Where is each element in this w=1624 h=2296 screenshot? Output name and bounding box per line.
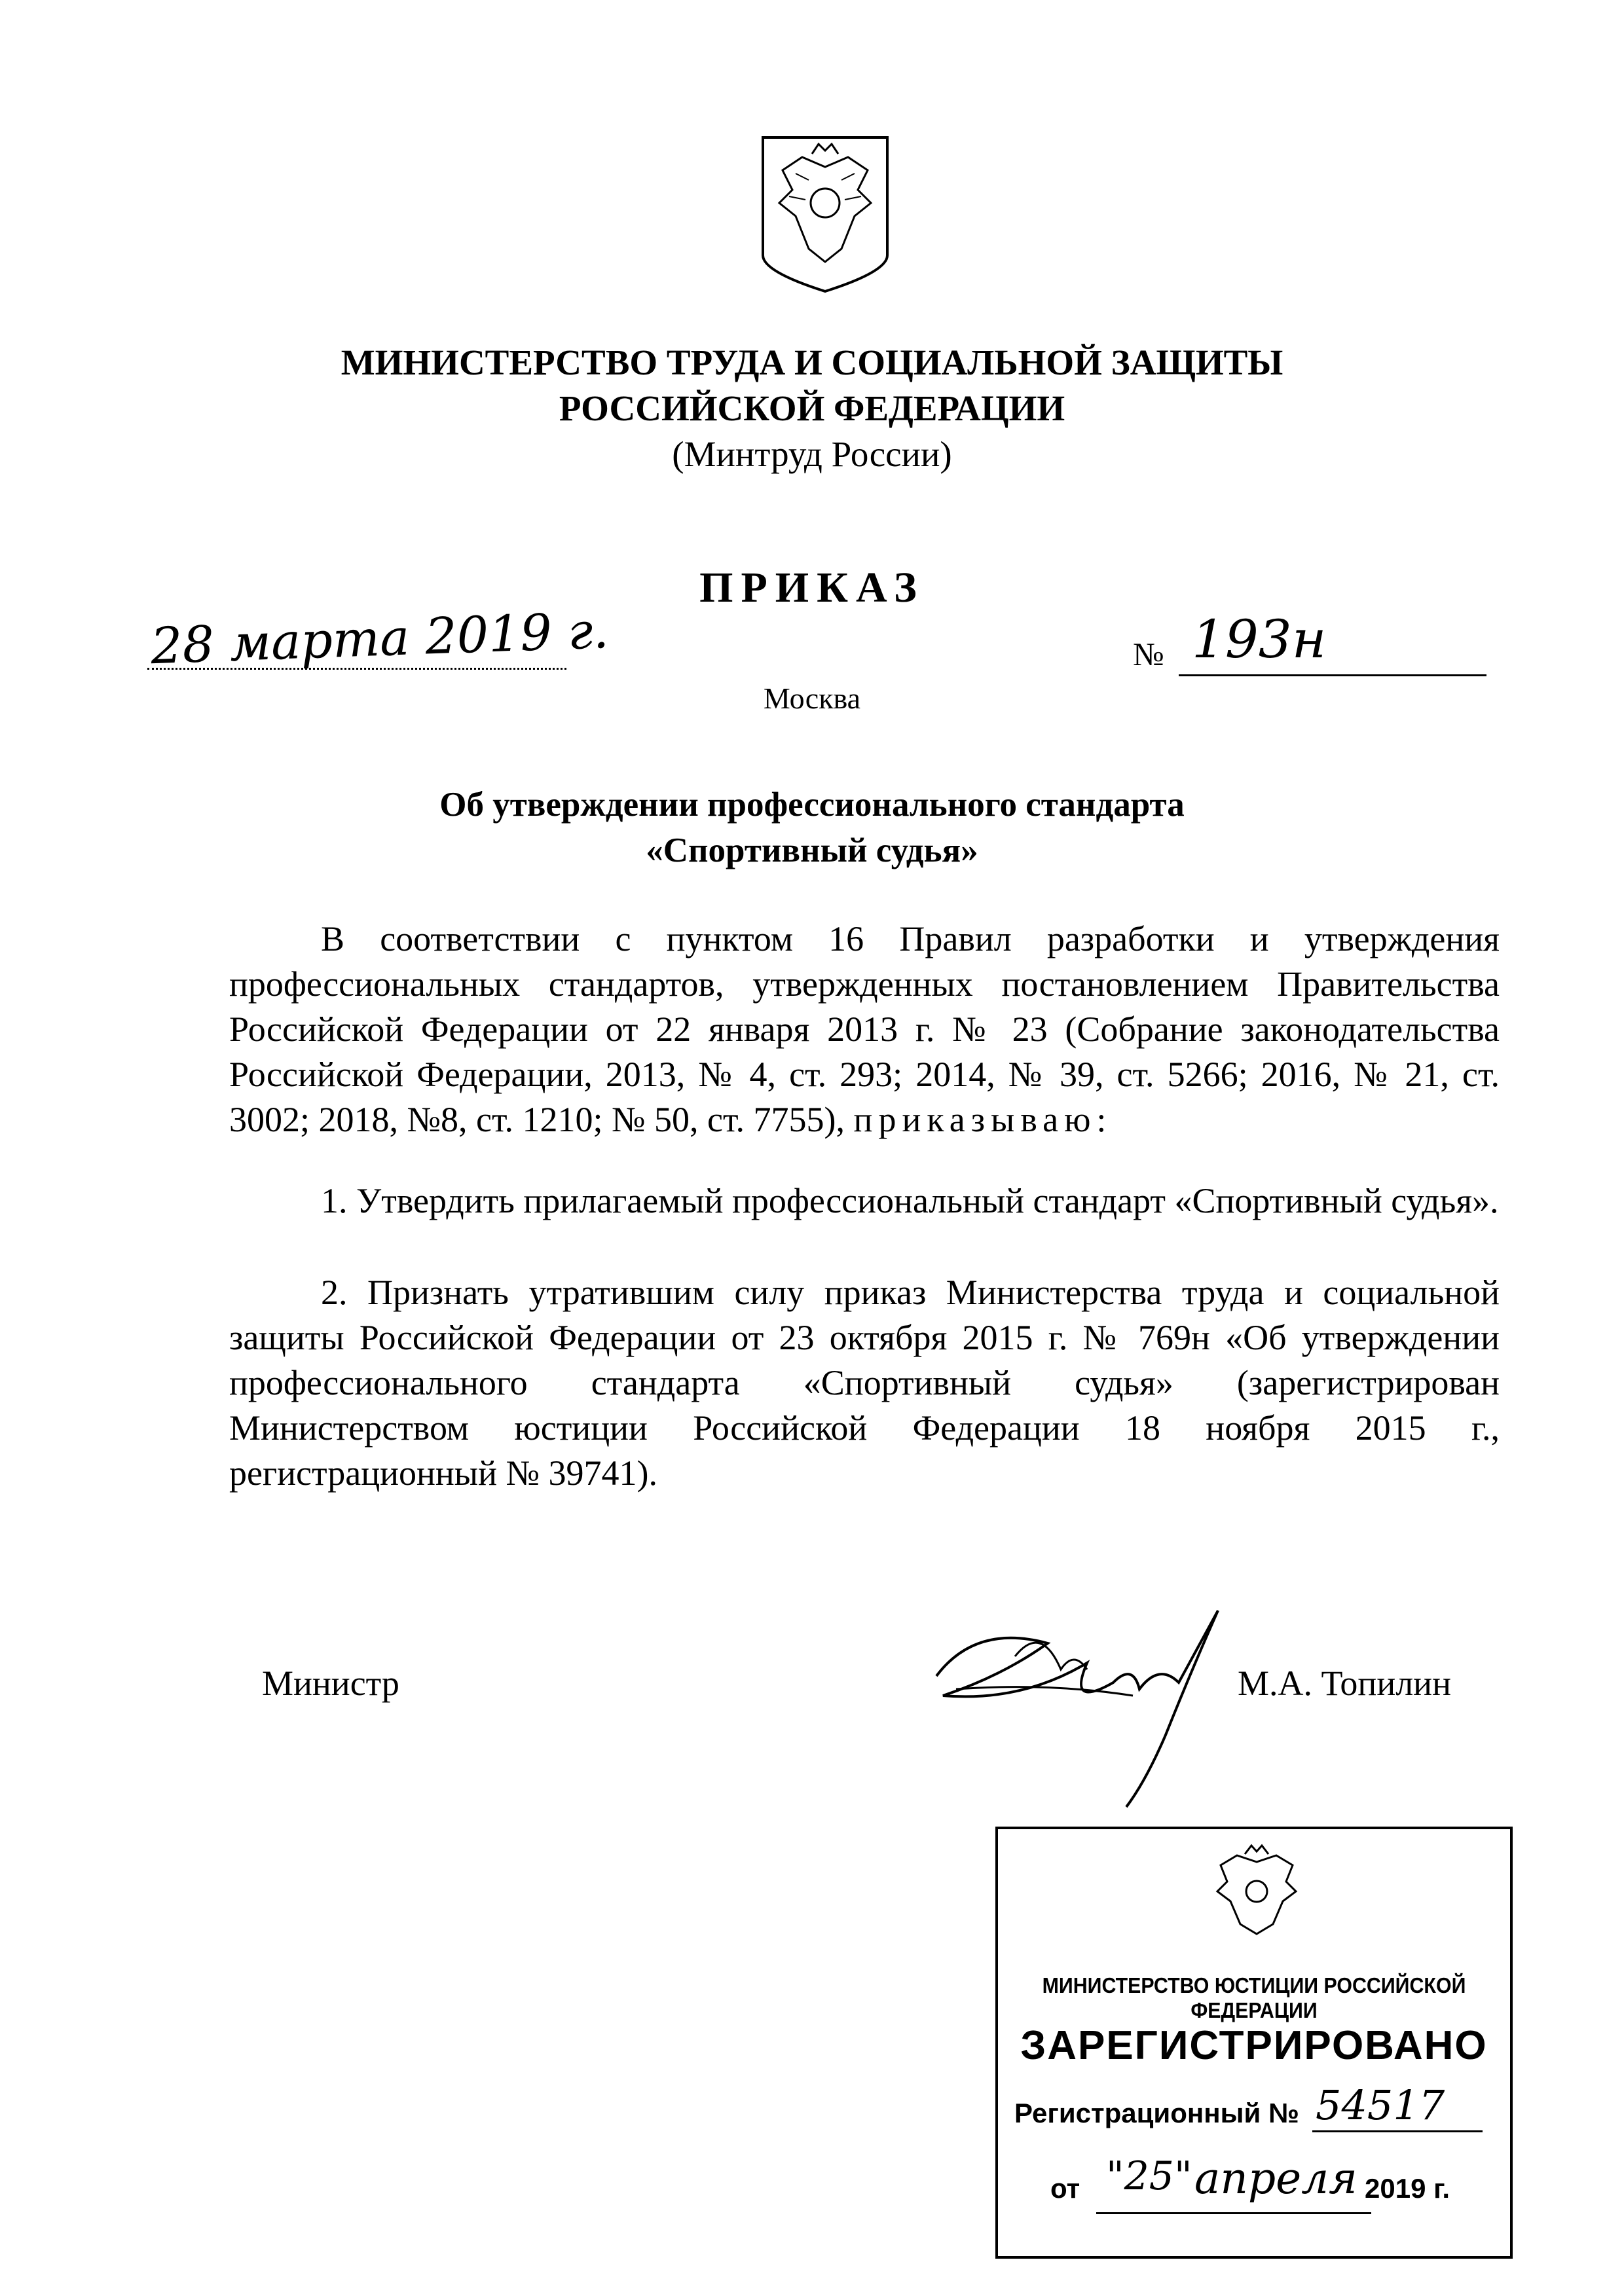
stamp-date-prefix: от (1050, 2173, 1080, 2204)
coat-of-arms-icon (756, 131, 894, 295)
reg-number-underline (1312, 2130, 1483, 2132)
handwritten-signature-icon (917, 1584, 1270, 1820)
subject-line2: «Спортивный судья» (646, 831, 978, 869)
item-2: 2. Признать утратившим силу приказ Министерства труда и социальной защиты Российской Федерации от 23 октября 2015 г. № 769н «Об утверждении профессионального стандарта «Спортивный судья» (зарегистрирован Министерством юстиции Российской Федерации 18 ноября 2015 г., регистрационный № 39741). (229, 1273, 1500, 1493)
order-verb: приказываю: (853, 1100, 1113, 1139)
subject-line1: Об утверждении профессионального стандарта (439, 786, 1185, 824)
ministry-name-line2: РОССИЙСКОЙ ФЕДЕРАЦИИ (559, 388, 1065, 428)
city: Москва (763, 682, 861, 715)
number-underline (1179, 674, 1486, 676)
stamp-day: "25" (1106, 2153, 1192, 2199)
coat-of-arms-icon (1191, 1842, 1322, 1941)
date-underline (147, 668, 566, 670)
ministry-short-name: (Минтруд России) (672, 434, 952, 474)
order-date-handwritten: 28 марта 2019 г. (149, 600, 610, 676)
order-number-handwritten: 193н (1192, 609, 1327, 670)
stamp-month: апреля (1194, 2153, 1357, 2204)
stamp-reg-number: 54517 (1316, 2081, 1445, 2129)
order-number-label: № (1133, 636, 1164, 672)
registration-stamp (995, 1827, 1513, 2259)
signatory-title: Министр (262, 1664, 399, 1703)
stamp-date-underline (1096, 2212, 1371, 2214)
preamble-paragraph (229, 917, 1500, 1142)
stamp-status: ЗАРЕГИСТРИРОВАНО (1020, 2023, 1488, 2068)
stamp-organization: МИНИСТЕРСТВО ЮСТИЦИИ РОССИЙСКОЙ ФЕДЕРАЦИИ (1042, 1973, 1466, 2022)
document-title: ПРИКАЗ (699, 564, 925, 611)
item-1: 1. Утвердить прилагаемый профессиональный стандарт «Спортивный судья». (321, 1181, 1499, 1220)
signatory-name: М.А. Топилин (1238, 1664, 1451, 1703)
ministry-name-line1: МИНИСТЕРСТВО ТРУДА И СОЦИАЛЬНОЙ ЗАЩИТЫ (341, 342, 1283, 382)
stamp-year: 2019 г. (1365, 2173, 1450, 2204)
stamp-reg-number-label: Регистрационный № (1014, 2098, 1299, 2128)
preamble-text: В соответствии с пунктом 16 Правил разработки и утверждения профессиональных стандартов, утвержденных постановлением Правительства Российской Федерации от 22 января 2013 г. № 23 (Собрание законодательства Российской Федерации, 2013, № 4, ст. 293; 2014, № 39, ст. 5266; 2016, № 21, ст. 3002; 2018, №8, ст. 1210; № 50, ст. 7755), (229, 919, 1500, 1139)
